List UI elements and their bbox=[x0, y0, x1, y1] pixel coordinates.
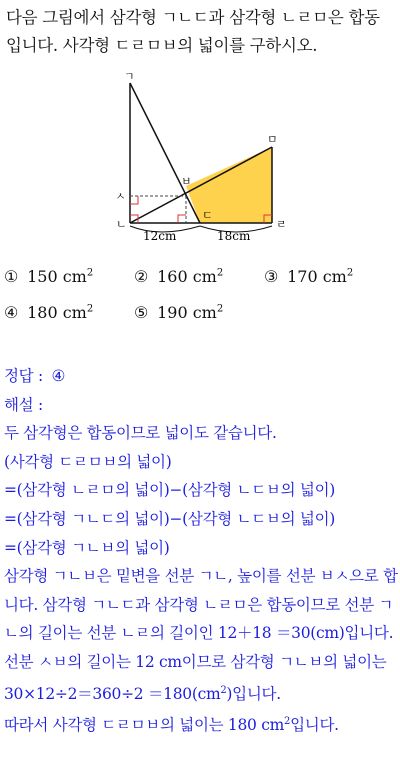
solution-section bbox=[4, 362, 398, 740]
choice-value: 150 cm bbox=[27, 266, 87, 286]
segment-g-d bbox=[130, 83, 200, 223]
solution-final bbox=[4, 708, 398, 740]
answer-line bbox=[4, 362, 398, 391]
solution-line-3: =(삼각형 ㄴㄹㅁ의 넓이)−(삼각형 ㄴㄷㅂ의 넓이) bbox=[4, 481, 335, 500]
choice-number: ③ bbox=[264, 266, 279, 286]
label-m: ㅁ bbox=[267, 133, 278, 146]
choice-number: ④ bbox=[4, 302, 19, 322]
right-angle-mark-s bbox=[130, 196, 138, 204]
choices-row-2 bbox=[4, 294, 396, 330]
solution-paragraph bbox=[4, 562, 398, 676]
label-d: ㄷ bbox=[202, 209, 213, 222]
label-g: ㄱ bbox=[124, 70, 135, 83]
solution-line-2: (사각형 ㄷㄹㅁㅂ의 넓이) bbox=[4, 452, 172, 471]
choice-1[interactable] bbox=[4, 267, 134, 286]
problem-text: 다음 그림에서 삼각형 ㄱㄴㄷ과 삼각형 ㄴㄹㅁ은 합동입니다. 사각형 ㄷㄹㅁㅂ의 넓이를 구하시오. bbox=[6, 8, 380, 55]
choice-exponent: 2 bbox=[86, 267, 94, 279]
choice-number: ⑤ bbox=[134, 302, 149, 322]
answer-choices bbox=[4, 258, 396, 330]
solution-line-5: =(삼각형 ㄱㄴㅂ의 넓이) bbox=[4, 538, 170, 557]
choice-4[interactable] bbox=[4, 303, 134, 322]
final-main: 따라서 사각형 ㄷㄹㅁㅂ의 넓이는 180 cm bbox=[4, 716, 285, 735]
choice-number: ② bbox=[134, 266, 149, 286]
choice-exponent: 2 bbox=[216, 267, 224, 279]
choices-row-1 bbox=[4, 258, 396, 294]
calc-exponent: 2 bbox=[220, 684, 227, 696]
calc-tail: )입니다. bbox=[226, 684, 281, 703]
shaded-quadrilateral bbox=[186, 147, 272, 223]
answer-value: ④ bbox=[51, 367, 66, 385]
label-r: ㄹ bbox=[276, 218, 287, 231]
choice-5[interactable] bbox=[134, 303, 264, 322]
figure-svg bbox=[0, 70, 400, 250]
label-b: ㅂ bbox=[181, 175, 192, 188]
solution-line-4: =(삼각형 ㄱㄴㄷ의 넓이)−(삼각형 ㄴㄷㅂ의 넓이) bbox=[4, 509, 335, 528]
choice-2[interactable] bbox=[134, 267, 264, 286]
choice-value: 180 cm bbox=[27, 302, 87, 322]
dimension-label-left: 12cm bbox=[143, 229, 177, 243]
choice-value: 170 cm bbox=[287, 266, 347, 286]
label-s: ㅅ bbox=[115, 190, 126, 203]
problem-statement bbox=[6, 4, 394, 60]
label-n: ㄴ bbox=[116, 218, 127, 231]
right-angle-mark-b bbox=[178, 215, 186, 223]
choice-number: ① bbox=[4, 266, 19, 286]
choice-exponent: 2 bbox=[86, 303, 94, 315]
choice-exponent: 2 bbox=[346, 267, 354, 279]
choice-value: 160 cm bbox=[157, 266, 217, 286]
answer-label: 정답 : bbox=[4, 367, 43, 385]
dimension-label-right: 18cm bbox=[217, 229, 251, 243]
choice-value: 190 cm bbox=[157, 302, 217, 322]
solution-paragraph-text: 삼각형 ㄱㄴㅂ은 밑변을 선분 ㄱㄴ, 높이를 선분 ㅂㅅ으로 합니다. 삼각형 ㄱㄴㄷ과 삼각형 ㄴㄹㅁ은 합동이므로 선분 ㄱㄴ의 길이는 선분 ㄴㄹ의 길이인 12＋18 ＝30(cm)입니다. 선분 ㅅㅂ의 길이는 12 cm이므로 삼각형 ㄱㄴㅂ의 넓이는 bbox=[4, 567, 398, 671]
calc-main: 30×12÷2＝360÷2 ＝180(cm bbox=[4, 684, 221, 703]
final-tail: 입니다. bbox=[290, 716, 339, 735]
final-exponent: 2 bbox=[284, 716, 291, 728]
choice-exponent: 2 bbox=[216, 303, 224, 315]
solution-calc bbox=[4, 677, 398, 709]
explanation-label: 해설 : bbox=[4, 395, 43, 414]
choice-3[interactable] bbox=[264, 267, 394, 286]
solution-line-1: 두 삼각형은 합동이므로 넓이도 같습니다. bbox=[4, 424, 277, 443]
geometry-figure bbox=[0, 70, 400, 250]
